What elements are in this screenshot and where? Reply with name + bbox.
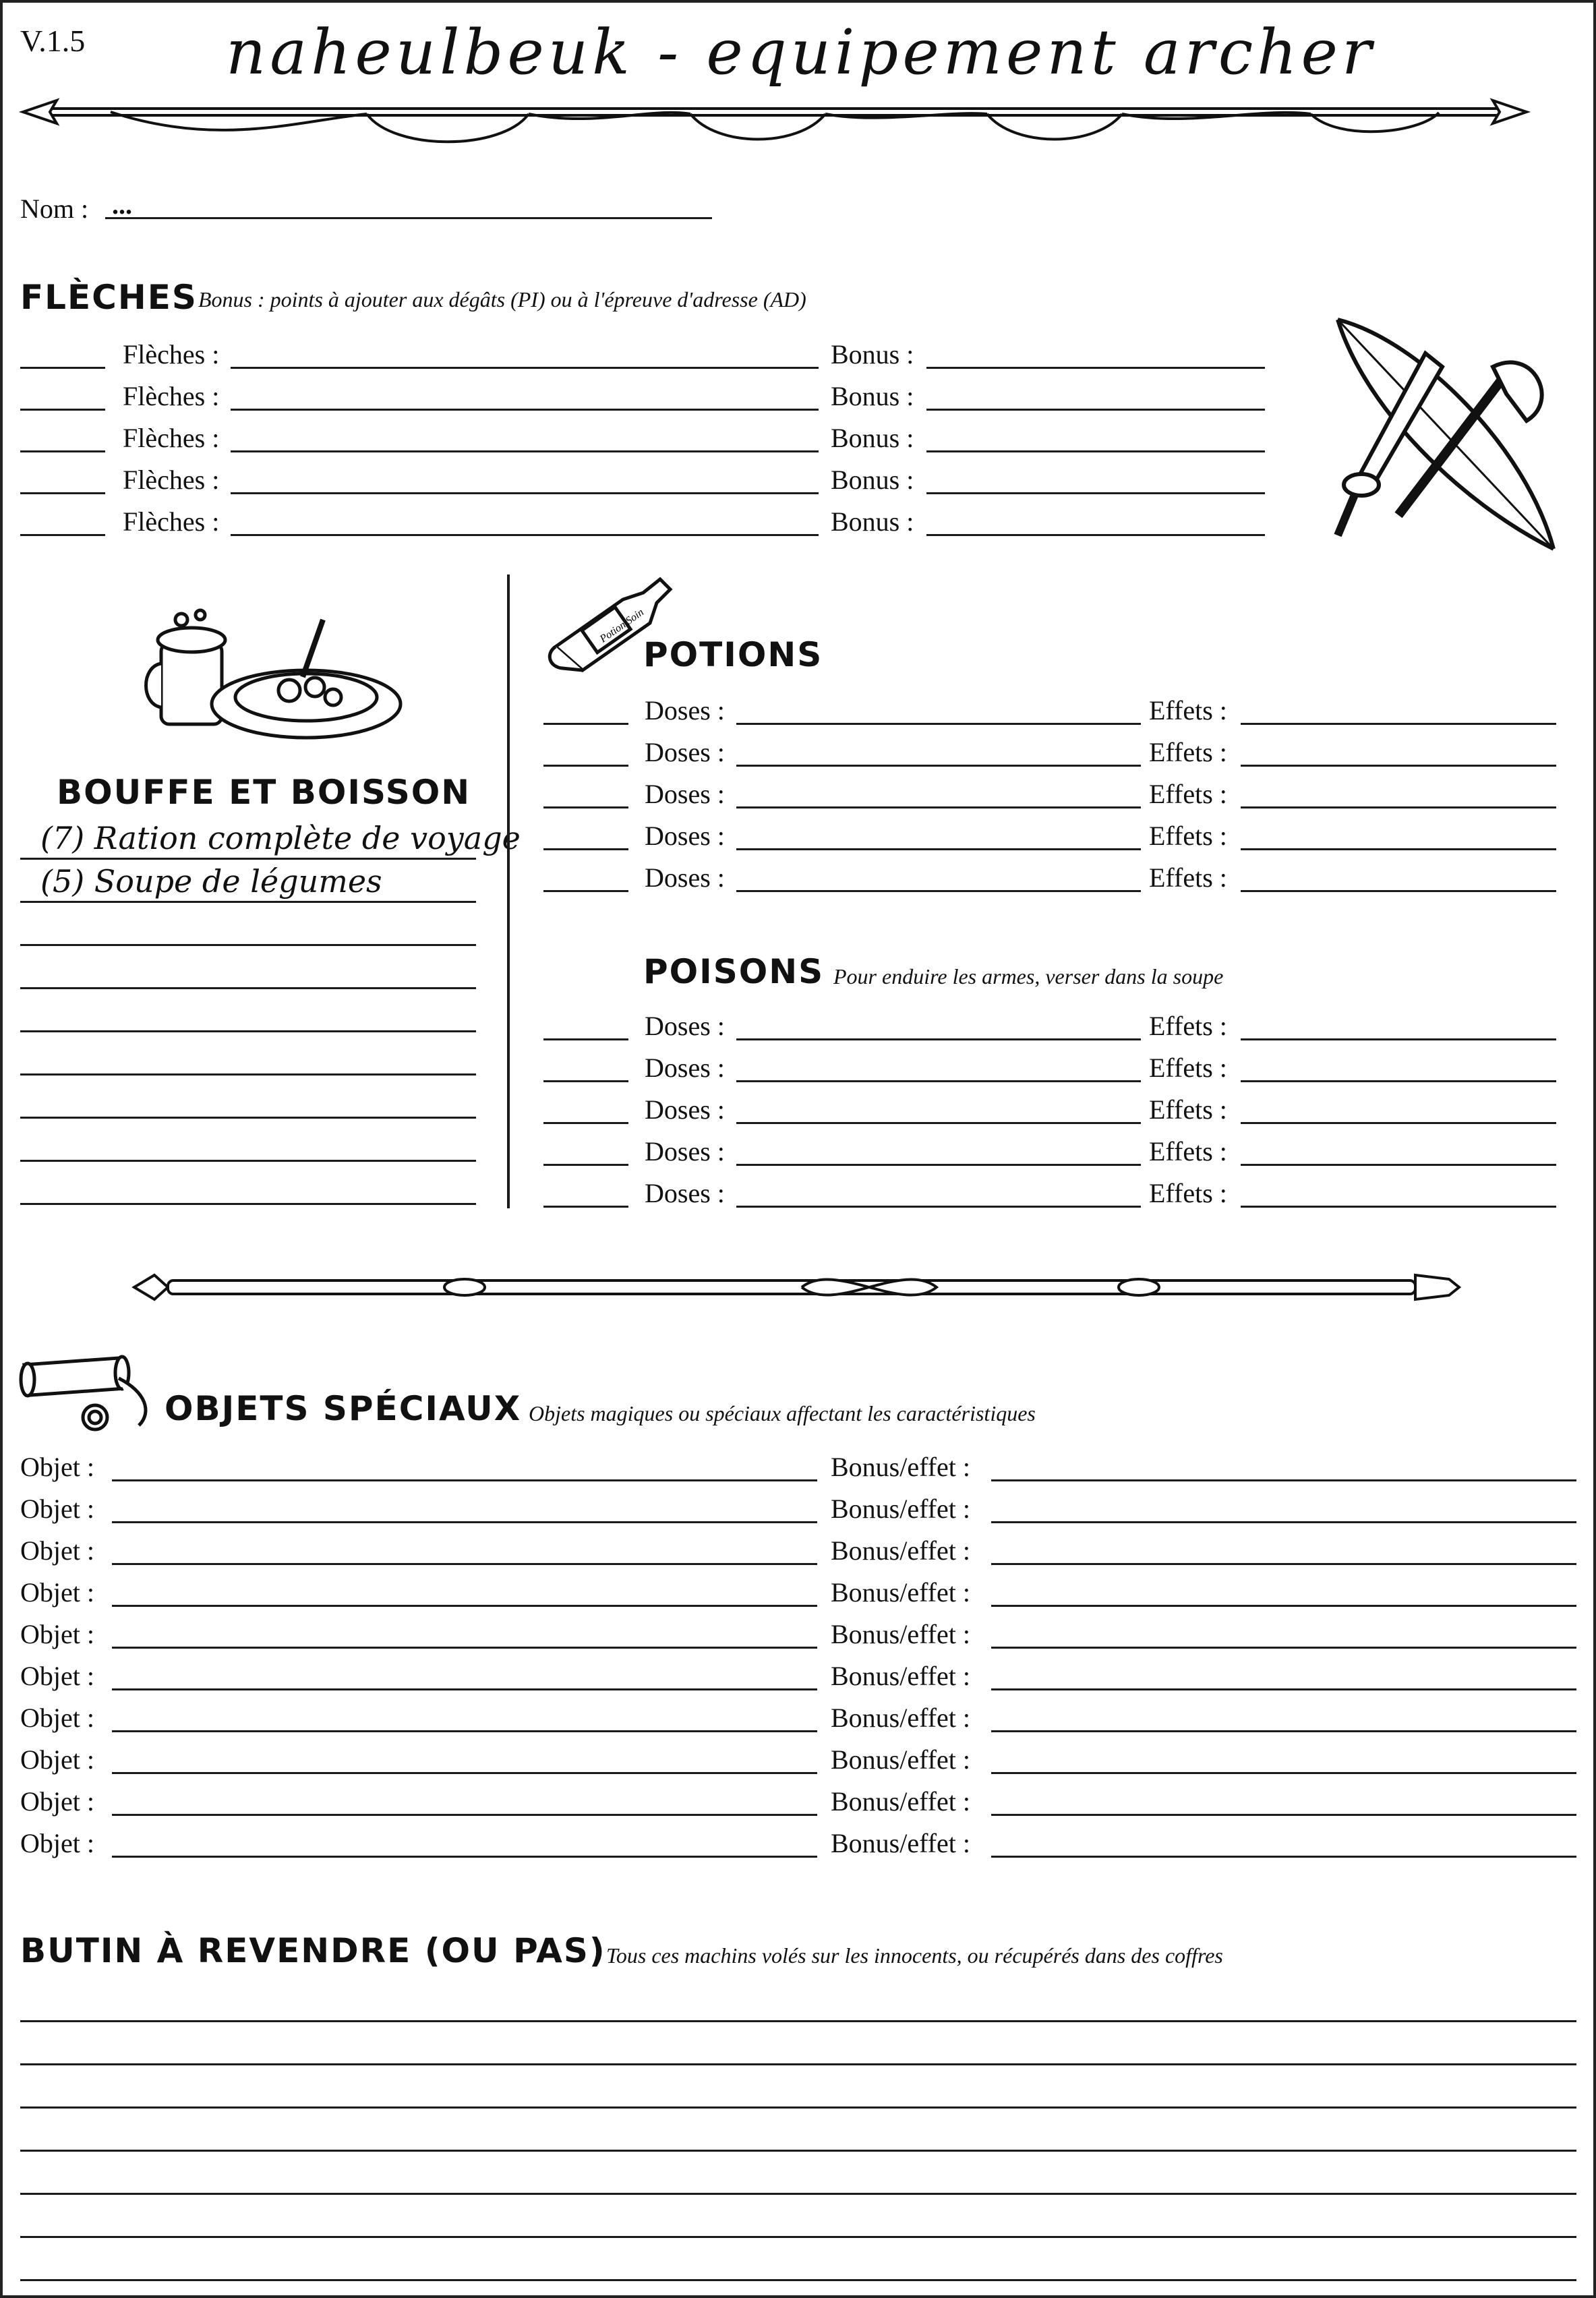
arrow-qty-line[interactable] [20,450,105,452]
poisons-effects-label: Effets : [1149,1011,1227,1041]
poisons-effects-line[interactable] [1241,1122,1556,1124]
potions-effects-label: Effets : [1149,779,1227,809]
arrow-name-line[interactable] [231,409,819,411]
potions-doses-label: Doses : [645,821,725,851]
object-bonus-label: Bonus/effet : [831,1828,971,1858]
arrow-divider-icon [16,87,1533,151]
food-line[interactable] [20,858,476,860]
object-bonus-label: Bonus/effet : [831,1786,971,1817]
potions-effects-line[interactable] [1241,848,1556,850]
special-heading: OBJETS SPÉCIAUX [165,1389,522,1428]
poisons-qty-line[interactable] [543,1164,628,1166]
object-line[interactable] [112,1605,817,1607]
object-bonus-label: Bonus/effet : [831,1494,971,1524]
potions-heading: POTIONS [643,635,823,674]
food-heading: BOUFFE ET BOISSON [57,773,471,812]
object-bonus-label: Bonus/effet : [831,1452,971,1482]
object-bonus-line[interactable] [991,1730,1576,1732]
poisons-doses-line[interactable] [736,1122,1141,1124]
object-bonus-label: Bonus/effet : [831,1619,971,1649]
version-label: V.1.5 [20,24,86,58]
poisons-effects-line[interactable] [1241,1038,1556,1040]
potions-effects-label: Effets : [1149,821,1227,851]
potions-doses-label: Doses : [645,862,725,893]
arrow-name-line[interactable] [231,534,819,536]
arrow-label: Flèches : [123,381,220,411]
special-note: Objets magiques ou spéciaux affectant les caractéristiques [529,1401,1036,1425]
object-bonus-line[interactable] [991,1856,1576,1858]
food-line[interactable] [20,1160,476,1162]
object-line[interactable] [112,1521,817,1523]
food-line[interactable] [20,1203,476,1205]
food-entry[interactable]: (7) Ration complète de voyage [40,820,521,856]
poisons-qty-line[interactable] [543,1206,628,1208]
arrow-label: Flèches : [123,506,220,537]
object-label: Objet : [20,1535,94,1566]
potions-effects-label: Effets : [1149,737,1227,767]
loot-line[interactable] [20,2236,1576,2238]
potions-effects-line[interactable] [1241,890,1556,892]
loot-line[interactable] [20,2193,1576,2195]
potions-doses-line[interactable] [736,723,1141,725]
poisons-doses-label: Doses : [645,1136,725,1167]
column-divider [507,574,510,1208]
poisons-effects-label: Effets : [1149,1094,1227,1125]
potions-effects-line[interactable] [1241,765,1556,767]
food-line[interactable] [20,1030,476,1032]
arrow-bonus-label: Bonus : [831,381,914,411]
poisons-doses-line[interactable] [736,1206,1141,1208]
food-line[interactable] [20,944,476,946]
potions-effects-line[interactable] [1241,723,1556,725]
food-line[interactable] [20,1073,476,1076]
food-plate-icon [141,603,404,744]
poisons-doses-label: Doses : [645,1053,725,1083]
potions-doses-line[interactable] [736,806,1141,808]
food-line[interactable] [20,1117,476,1119]
arrow-qty-line[interactable] [20,492,105,494]
poisons-doses-line[interactable] [736,1080,1141,1082]
arrow-bonus-label: Bonus : [831,465,914,495]
loot-line[interactable] [20,2020,1576,2022]
poisons-doses-label: Doses : [645,1011,725,1041]
loot-line[interactable] [20,2106,1576,2109]
arrow-bonus-line[interactable] [926,492,1265,494]
object-line[interactable] [112,1856,817,1858]
object-line[interactable] [112,1563,817,1565]
arrow-label: Flèches : [123,339,220,370]
arrow-name-line[interactable] [231,450,819,452]
arrow-bonus-line[interactable] [926,409,1265,411]
potions-doses-line[interactable] [736,848,1141,850]
food-entry[interactable]: (5) Soupe de légumes [40,863,382,900]
object-label: Objet : [20,1619,94,1649]
object-bonus-line[interactable] [991,1605,1576,1607]
poisons-qty-line[interactable] [543,1080,628,1082]
loot-heading: BUTIN À REVENDRE (OU PAS) [20,1931,606,1970]
object-label: Objet : [20,1703,94,1733]
poisons-effects-label: Effets : [1149,1178,1227,1208]
object-label: Objet : [20,1452,94,1482]
loot-line[interactable] [20,2063,1576,2065]
potions-qty-line[interactable] [543,765,628,767]
object-bonus-line[interactable] [991,1688,1576,1690]
poisons-effects-label: Effets : [1149,1136,1227,1167]
poisons-doses-label: Doses : [645,1094,725,1125]
scroll-ring-icon [18,1351,166,1436]
object-bonus-line[interactable] [991,1563,1576,1565]
name-value[interactable]: ... [112,189,132,220]
object-bonus-line[interactable] [991,1521,1576,1523]
potions-qty-line[interactable] [543,723,628,725]
object-bonus-label: Bonus/effet : [831,1577,971,1608]
potions-doses-label: Doses : [645,737,725,767]
potions-qty-line[interactable] [543,848,628,850]
object-bonus-label: Bonus/effet : [831,1535,971,1566]
object-bonus-line[interactable] [991,1814,1576,1816]
object-line[interactable] [112,1688,817,1690]
arrow-qty-line[interactable] [20,534,105,536]
object-label: Objet : [20,1828,94,1858]
poisons-doses-line[interactable] [736,1038,1141,1040]
object-line[interactable] [112,1772,817,1774]
object-bonus-label: Bonus/effet : [831,1661,971,1691]
object-line[interactable] [112,1647,817,1649]
loot-line[interactable] [20,2279,1576,2281]
object-bonus-line[interactable] [991,1772,1576,1774]
object-bonus-line[interactable] [991,1479,1576,1481]
object-label: Objet : [20,1661,94,1691]
arrow-bonus-line[interactable] [926,534,1265,536]
arrow-name-line[interactable] [231,367,819,369]
arrow-bonus-label: Bonus : [831,339,914,370]
name-label: Nom : [20,194,89,224]
loot-note: Tous ces machins volés sur les innocents, ou récupérés dans des coffres [606,1943,1223,1968]
object-label: Objet : [20,1744,94,1775]
object-bonus-line[interactable] [991,1647,1576,1649]
arrow-label: Flèches : [123,423,220,453]
potions-doses-line[interactable] [736,890,1141,892]
object-line[interactable] [112,1814,817,1816]
staff-divider-icon [127,1260,1469,1314]
object-label: Objet : [20,1577,94,1608]
poisons-effects-label: Effets : [1149,1053,1227,1083]
potions-qty-line[interactable] [543,806,628,808]
potions-doses-label: Doses : [645,695,725,726]
food-line[interactable] [20,901,476,903]
poisons-note: Pour enduire les armes, verser dans la soupe [833,964,1224,989]
arrow-bonus-label: Bonus : [831,506,914,537]
name-field-line[interactable] [105,217,712,219]
arrows-note: Bonus : points à ajouter aux dégâts (PI) ou à l'épreuve d'adresse (AD) [198,287,806,312]
arrow-bonus-label: Bonus : [831,423,914,453]
poisons-qty-line[interactable] [543,1122,628,1124]
food-line[interactable] [20,987,476,989]
potions-effects-label: Effets : [1149,695,1227,726]
page-title: naheulbeuk - equipement archer [226,16,1376,88]
object-bonus-label: Bonus/effet : [831,1744,971,1775]
potions-doses-label: Doses : [645,779,725,809]
arrow-label: Flèches : [123,465,220,495]
crossed-weapons-icon [1324,313,1574,556]
potion-bottle-label: Potion Soin [597,606,646,645]
loot-line[interactable] [20,2150,1576,2152]
arrow-bonus-line[interactable] [926,450,1265,452]
potions-qty-line[interactable] [543,890,628,892]
arrow-bonus-line[interactable] [926,367,1265,369]
poisons-heading: POISONS [643,952,825,991]
potions-effects-label: Effets : [1149,862,1227,893]
arrow-qty-line[interactable] [20,409,105,411]
poisons-doses-label: Doses : [645,1178,725,1208]
poisons-effects-line[interactable] [1241,1080,1556,1082]
arrow-qty-line[interactable] [20,367,105,369]
object-line[interactable] [112,1730,817,1732]
arrow-name-line[interactable] [231,492,819,494]
object-bonus-label: Bonus/effet : [831,1703,971,1733]
poisons-effects-line[interactable] [1241,1206,1556,1208]
poisons-doses-line[interactable] [736,1164,1141,1166]
poisons-effects-line[interactable] [1241,1164,1556,1166]
potions-doses-line[interactable] [736,765,1141,767]
arrows-heading: FLÈCHES [20,278,198,317]
object-label: Objet : [20,1494,94,1524]
poisons-qty-line[interactable] [543,1038,628,1040]
potions-effects-line[interactable] [1241,806,1556,808]
object-line[interactable] [112,1479,817,1481]
object-label: Objet : [20,1786,94,1817]
